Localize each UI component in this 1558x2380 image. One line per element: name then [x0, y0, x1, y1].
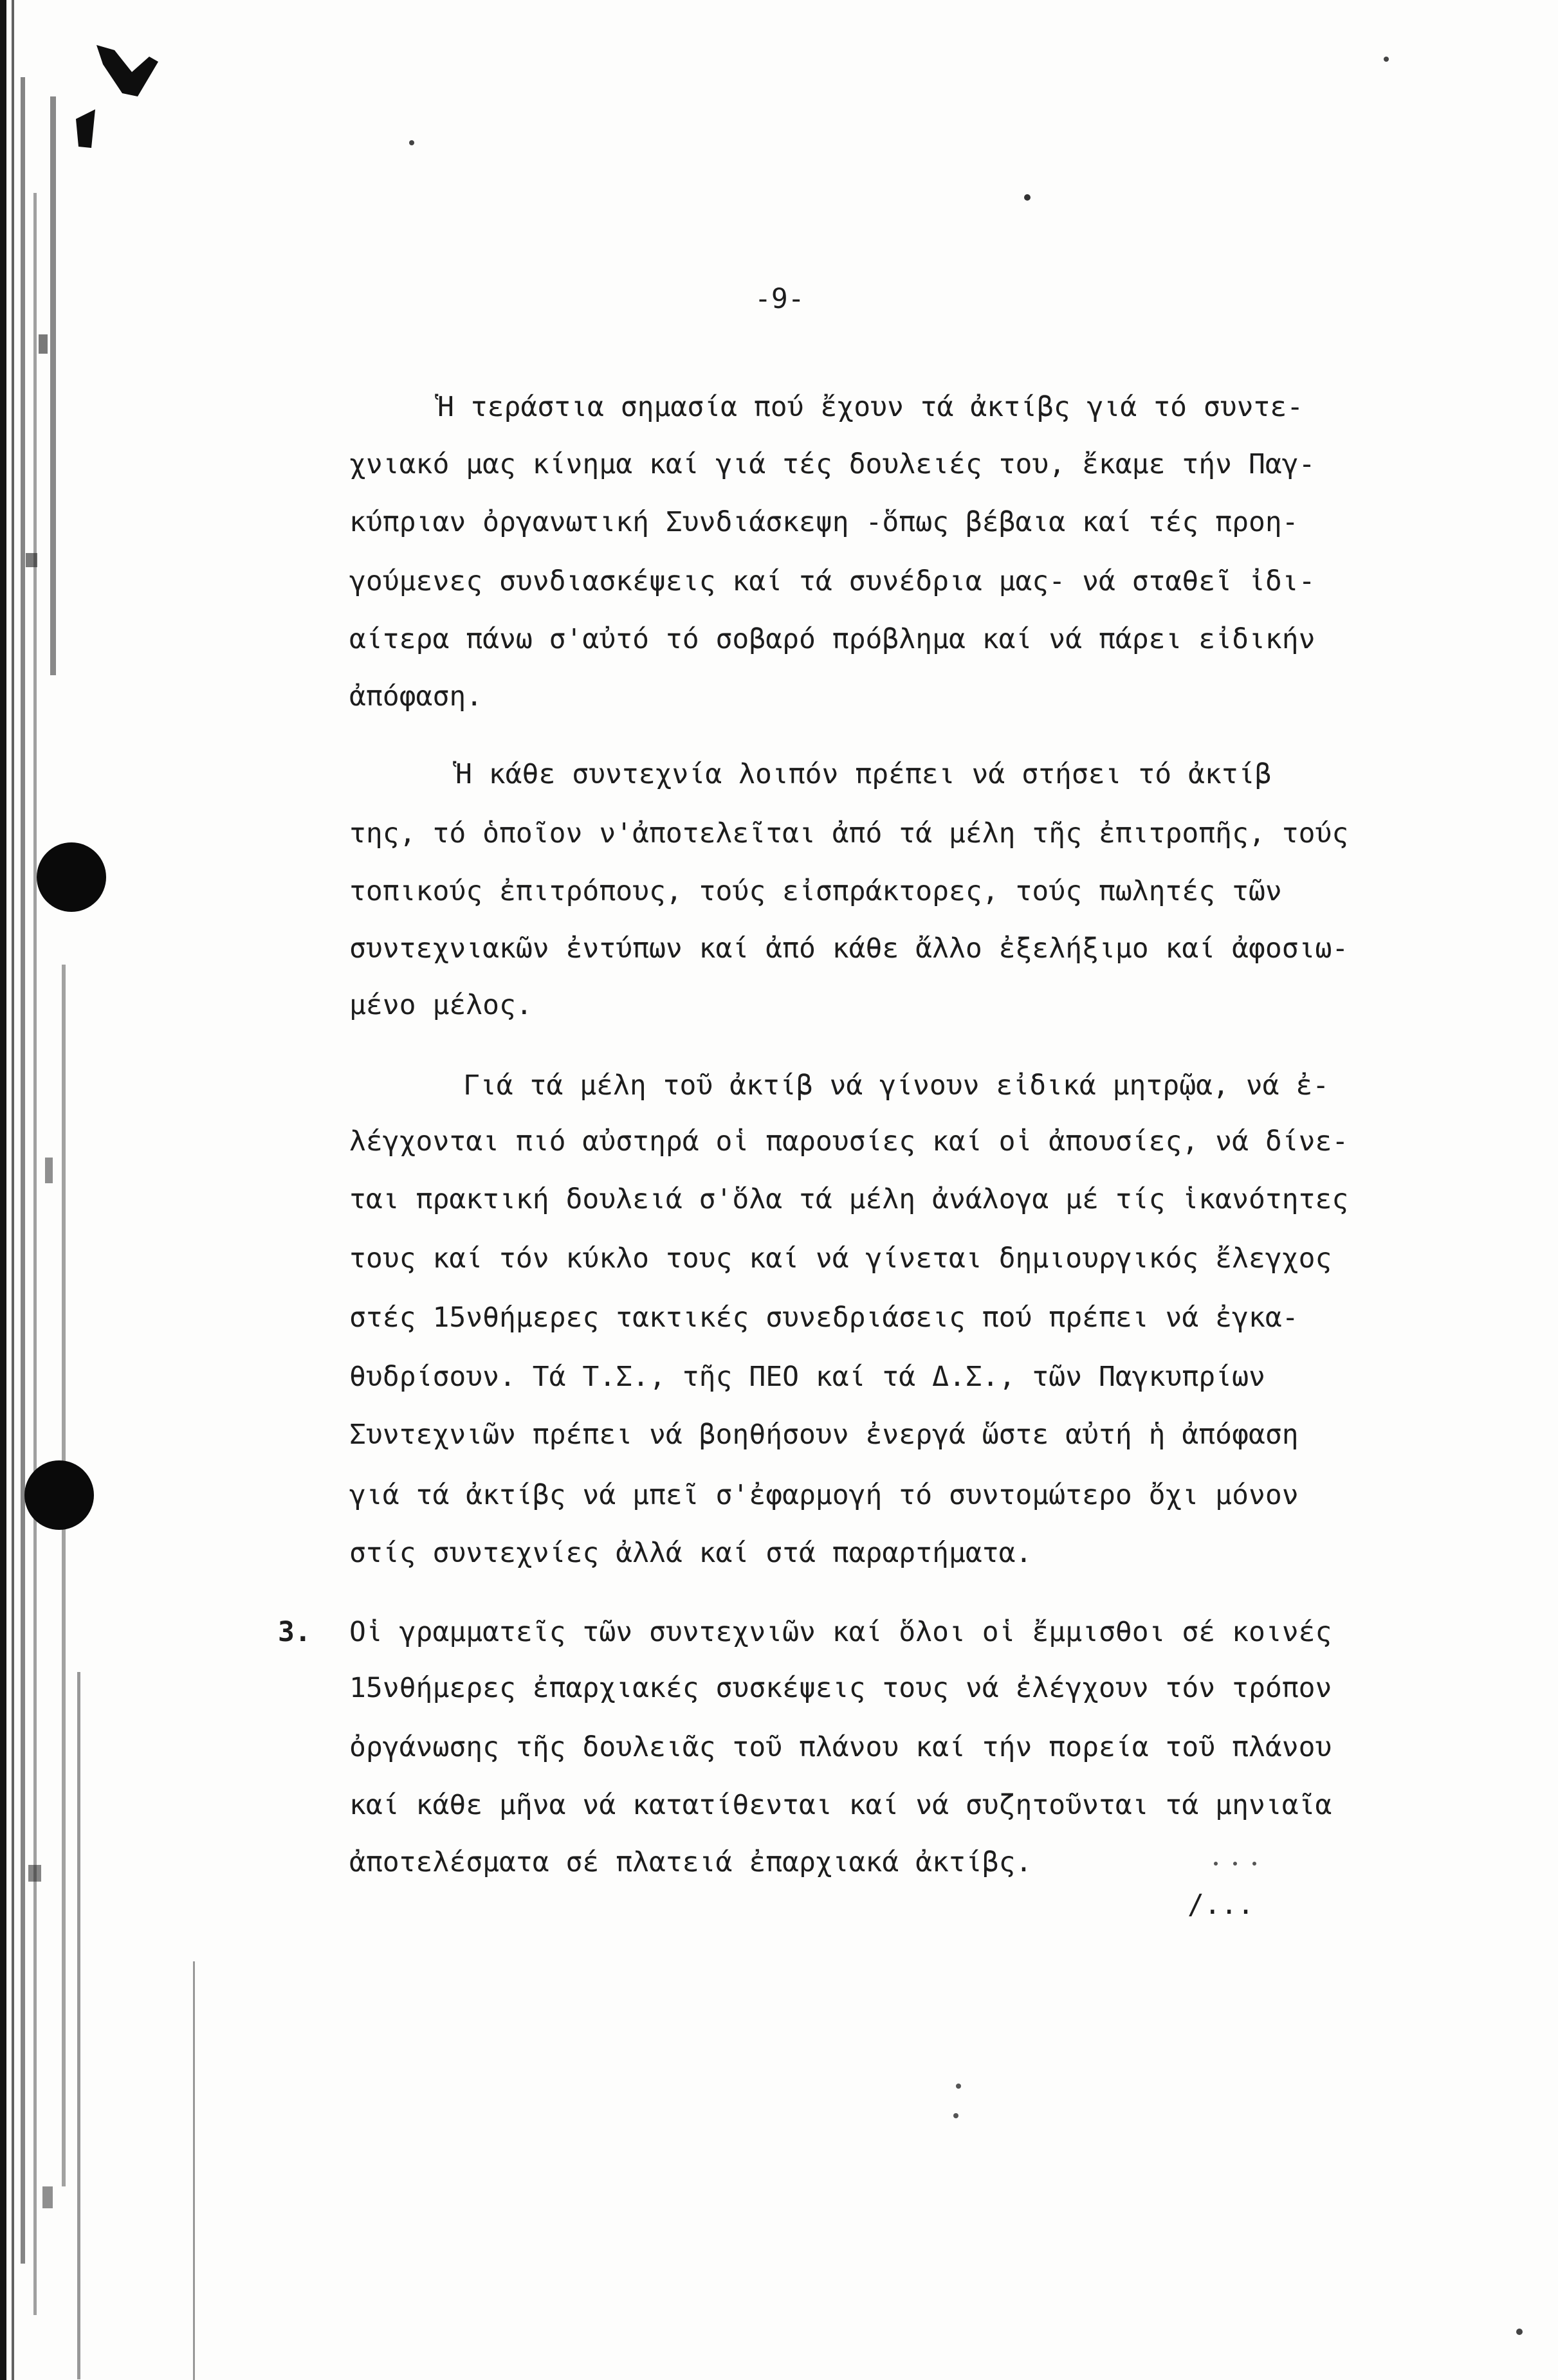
text-line: κύπριαν ὀργανωτική Συνδιάσκεψη -ὅπως βέβαια καί τές προη-: [349, 506, 1299, 538]
binding-edge-streak: [12, 0, 14, 2380]
text-line: γούμενες συνδιασκέψεις καί τά συνέδρια μας- νά σταθεῖ ἰδι-: [349, 565, 1315, 597]
scan-speck: [1252, 1862, 1256, 1866]
binding-edge-streak: [77, 1672, 80, 2379]
scan-noise: [39, 334, 48, 354]
item-number: 3.: [278, 1616, 311, 1648]
scan-speck: [1516, 2329, 1523, 2335]
scan-speck: [953, 2113, 958, 2118]
punch-hole: [37, 842, 106, 912]
scan-speck: [1233, 1862, 1237, 1866]
scan-noise: [26, 553, 37, 567]
scan-noise: [45, 1158, 53, 1183]
scan-speck: [1384, 57, 1389, 62]
text-line: θυδρίσουν. Τά Τ.Σ., τῆς ΠΕΟ καί τά Δ.Σ., τῶν Παγκυπρίων: [349, 1361, 1265, 1393]
text-line: χνιακό μας κίνημα καί γιά τές δουλειές του, ἔκαμε τήν Παγ-: [349, 448, 1315, 480]
text-line: ται πρακτική δουλειά σ'ὅλα τά μέλη ἀνάλογα μέ τίς ἱκανότητες: [349, 1183, 1349, 1215]
binding-edge-streak: [21, 77, 25, 2264]
text-line: Οἱ γραμματεῖς τῶν συντεχνιῶν καί ὅλοι οἱ ἔμμισθοι σέ κοινές: [349, 1616, 1332, 1648]
text-line: καί κάθε μῆνα νά κατατίθενται καί νά συζητοῦνται τά μηνιαῖα: [349, 1789, 1332, 1821]
text-line: Γιά τά μέλη τοῦ ἀκτίβ νά γίνουν εἰδικά μητρῷα, νά ἐ-: [463, 1069, 1330, 1102]
binding-edge-streak: [50, 96, 56, 675]
scan-noise: [28, 1865, 41, 1882]
continuation-mark: /...: [1187, 1889, 1254, 1921]
text-line: Ἡ κάθε συντεχνία λοιπόν πρέπει νά στήσει τό ἀκτίβ: [455, 758, 1272, 790]
text-line: μένο μέλος.: [349, 989, 533, 1021]
text-line: λέγχονται πιό αὐστηρά οἱ παρουσίες καί οἱ ἀπουσίες, νά δίνε-: [349, 1125, 1349, 1158]
ink-blot: [96, 45, 158, 96]
text-line: 15νθήμερες ἐπαρχιακές συσκέψεις τους νά ἐλέγχουν τόν τρόπον: [349, 1672, 1332, 1704]
scan-noise: [42, 2186, 53, 2208]
text-line: τους καί τόν κύκλο τους καί νά γίνεται δημιουργικός ἔλεγχος: [349, 1242, 1332, 1275]
scan-vertical-line: [193, 1961, 195, 2380]
punch-hole: [24, 1460, 94, 1530]
text-line: στίς συντεχνίες ἀλλά καί στά παραρτήματα.: [349, 1537, 1032, 1569]
text-line: Συντεχνιῶν πρέπει νά βοηθήσουν ἐνεργά ὥστε αὐτή ἡ ἀπόφαση: [349, 1419, 1299, 1451]
text-line: τοπικούς ἐπιτρόπους, τούς εἰσπράκτορες, τούς πωλητές τῶν: [349, 875, 1282, 907]
text-line: ὀργάνωσης τῆς δουλειᾶς τοῦ πλάνου καί τήν πορεία τοῦ πλάνου: [349, 1731, 1332, 1763]
text-line: ἀποτελέσματα σέ πλατειά ἐπαρχιακά ἀκτίβς.: [349, 1846, 1032, 1878]
text-line: ἀπόφαση.: [349, 680, 483, 713]
text-line: της, τό ὁποῖον ν'ἀποτελεῖται ἀπό τά μέλη τῆς ἐπιτροπῆς, τούς: [349, 817, 1349, 849]
scan-speck: [1024, 194, 1031, 201]
scan-speck: [956, 2084, 961, 2089]
binding-edge-shadow: [0, 0, 6, 2380]
text-line: αίτερα πάνω σ'αὐτό τό σοβαρό πρόβλημα καί νά πάρει εἰδικήν: [349, 623, 1315, 655]
binding-edge-streak: [62, 965, 66, 2186]
text-line: γιά τά ἀκτίβς νά μπεῖ σ'ἐφαρμογή τό συντομώτερο ὄχι μόνον: [349, 1479, 1299, 1511]
text-line: συντεχνιακῶν ἐντύπων καί ἀπό κάθε ἄλλο ἐξελήξιμο καί ἀφοσιω-: [349, 932, 1349, 965]
page-number: -9-: [755, 283, 805, 315]
ink-blot: [76, 109, 95, 148]
text-line: Ἡ τεράστια σημασία πού ἔχουν τά ἀκτίβς γιά τό συντε-: [437, 391, 1304, 423]
scan-speck: [1214, 1862, 1218, 1866]
binding-edge-streak: [33, 193, 37, 2315]
text-line: στές 15νθήμερες τακτικές συνεδριάσεις πού πρέπει νά ἐγκα-: [349, 1302, 1299, 1334]
scan-speck: [409, 140, 414, 145]
